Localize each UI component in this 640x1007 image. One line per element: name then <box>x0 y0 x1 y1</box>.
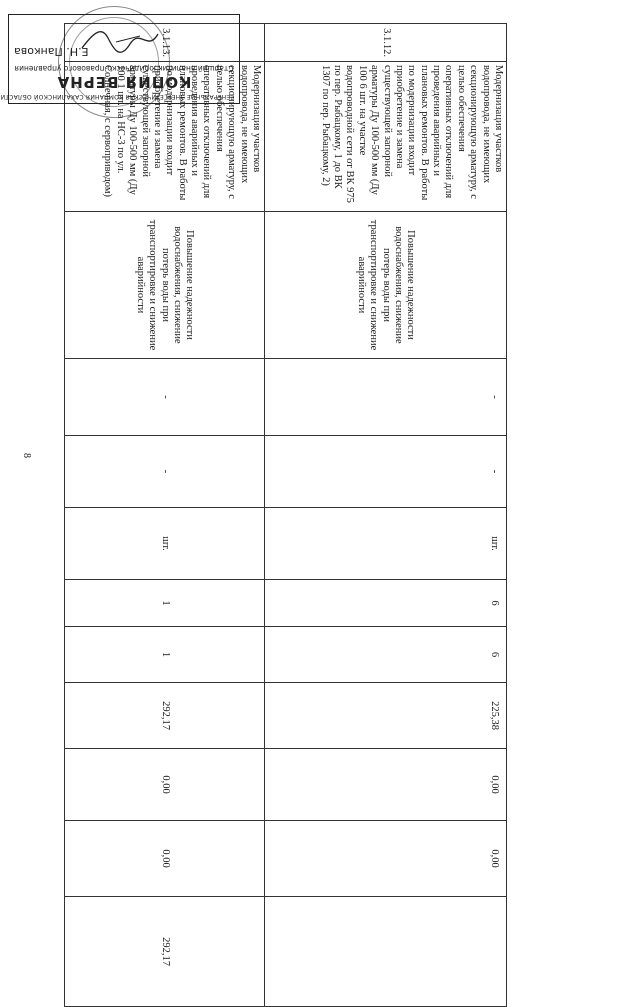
cell-value: 0,00 <box>65 749 265 821</box>
table-row <box>265 24 507 1007</box>
measure-goal: Повышение надежности водоснабжения, снижение потерь воды при транспортировке и снижение аварийности <box>65 212 265 359</box>
stamp-department: Старший аналитик юридическо-правового управления <box>14 64 234 73</box>
cell-dash: - <box>65 359 265 436</box>
cell-qty: 1 <box>65 580 265 627</box>
cell-cost: 292,17 <box>65 683 265 749</box>
cell-dash: - <box>265 436 507 508</box>
cell-dash: - <box>65 436 265 508</box>
cell-value: 0,00 <box>65 821 265 897</box>
page-number: 8 <box>21 453 32 458</box>
cell-value: 0,00 <box>265 821 507 897</box>
cell-qty: 6 <box>265 627 507 683</box>
measure-goal: Повышение надежности водоснабжения, снижение потерь воды при транспортировке и снижение аварийности <box>265 212 507 359</box>
row-number: 3.1.12. <box>265 24 507 62</box>
stamp-signer-name: Е.Н. Панкова <box>14 45 89 58</box>
measure-name: Модернизация участков водопровода, не имеющих секционирующую арматуру, с целью обеспечения оперативных отключений для проведения аварийных и плановых ремонтов. В работы по модернизации входит приобретение и замена существующей запорной арматуры Ду 100-500 мм (Ду 100 6 шт. на участке водопроводной сети от ВК 975 по пер. Рыбацкому, 1 до ВК 1307 по пер. Рыбацкому, 2) <box>265 62 507 212</box>
stamp-title: КОПИЯ ВЕРНА <box>56 73 192 91</box>
handwritten-signature <box>80 26 160 56</box>
cell-unit: шт. <box>265 508 507 580</box>
stamp-organization: ГЕНЕРАЛЬНОЕ ЭНЕРГЕТИЧЕСКАЯ КОМПАНИЯ САХАЛИНСКОЙ ОБЛАСТИ <box>0 93 234 100</box>
cell-total <box>265 897 507 1007</box>
measure-name: Модернизация участков водопровода, не имеющих секционирующую арматуру, с целью обеспечения оперативных отключений для проведения аварийных и плановых ремонтов. В работы по модернизации входит приобретение и замена существующей запорной арматуры Ду 100-500 мм (Ду 100 1 шт. на НС-3 по ул. Солнечная, с сервоприводом) <box>65 62 265 212</box>
rotated-page <box>72 23 507 966</box>
cell-qty: 1 <box>65 627 265 683</box>
cell-value: 0,00 <box>265 749 507 821</box>
row-number: 3.1.13. <box>65 24 265 62</box>
cell-cost: 225,38 <box>265 683 507 749</box>
copy-certification-stamp <box>0 14 240 104</box>
cell-unit: шт. <box>65 508 265 580</box>
table-row <box>65 24 265 1007</box>
signature-blank <box>231 45 234 54</box>
investment-table <box>64 23 507 1007</box>
cell-dash: - <box>265 359 507 436</box>
cell-qty: 6 <box>265 580 507 627</box>
cell-total: 292,17 <box>65 897 265 1007</box>
